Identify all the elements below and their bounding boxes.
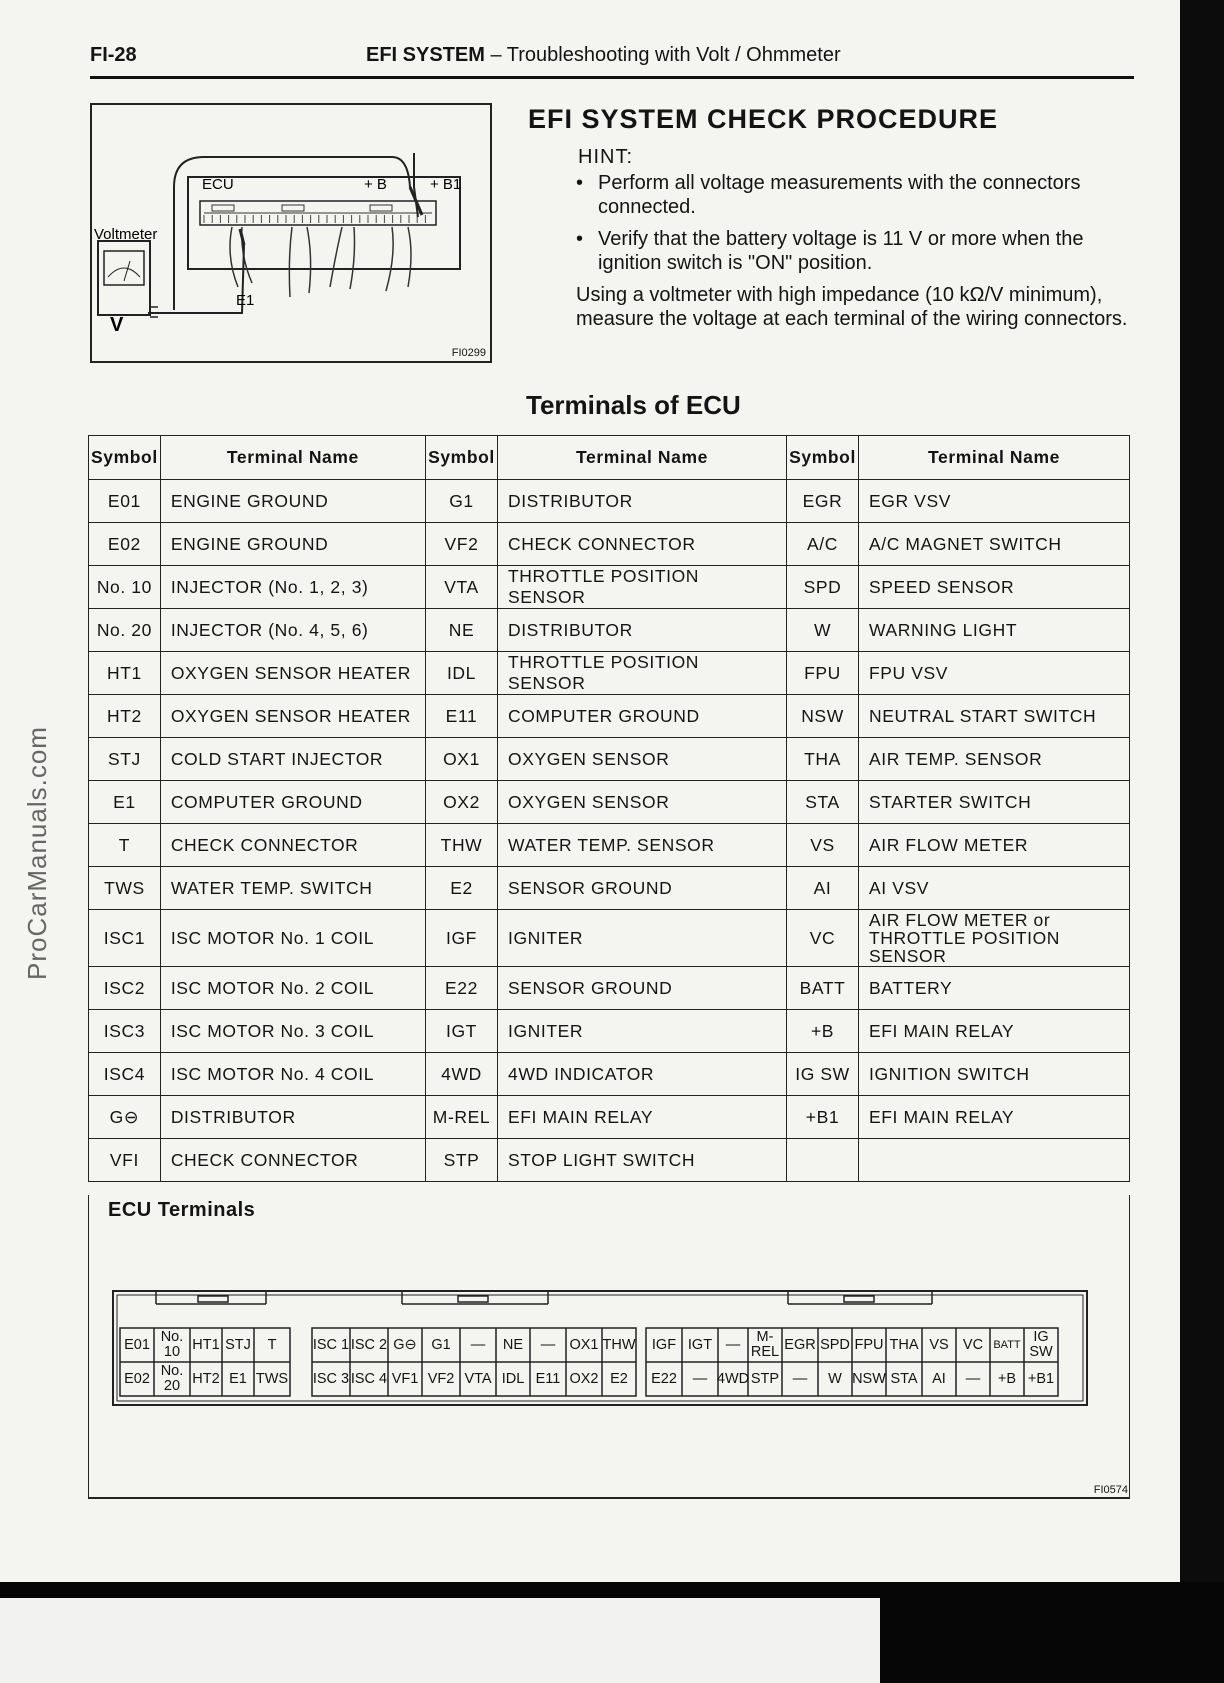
terminal-name-cell: STARTER SWITCH [859, 781, 1130, 824]
connector-pin: E22 [651, 1370, 677, 1387]
symbol-cell: VTA [426, 566, 498, 609]
table-row [89, 695, 1130, 738]
terminal-name-cell: COMPUTER GROUND [497, 695, 786, 738]
hint-bullet: • Verify that the battery voltage is 11 V or more when the ignition switch is "ON" position. [574, 227, 1134, 275]
connector-pin: IGT [687, 1336, 713, 1353]
table-row [89, 480, 1130, 523]
connector-pin: ISC 4 [350, 1370, 388, 1387]
connector-pin: — [470, 1336, 486, 1353]
header-subtitle: – Troubleshooting with Volt / Ohmmeter [490, 44, 841, 66]
terminal-name-cell: INJECTOR (No. 1, 2, 3) [160, 566, 425, 609]
connector-pin: NE [502, 1336, 524, 1353]
terminal-name-cell: OXYGEN SENSOR HEATER [160, 695, 425, 738]
table-row [89, 1139, 1130, 1182]
terminal-name-text: AIR FLOW METER or THROTTLE POSITION SENSOR [869, 910, 1061, 966]
table-row [89, 738, 1130, 781]
terminal-name-cell: THROTTLE POSITION SENSOR [497, 566, 786, 609]
col-header-symbol: Symbol [787, 436, 859, 480]
col-header-terminal-name: Terminal Name [497, 436, 786, 480]
connector-pin: THW [602, 1336, 636, 1353]
terminal-name-cell: CHECK CONNECTOR [160, 824, 425, 867]
connector-pin: — [692, 1370, 708, 1387]
symbol-cell: ISC1 [89, 910, 161, 967]
symbol-cell: G1 [426, 480, 498, 523]
connector-pin: +B1 [1027, 1370, 1055, 1387]
connector-pin: TWS [255, 1370, 289, 1387]
symbol-cell: A/C [787, 523, 859, 566]
connector-pin: STJ [225, 1336, 251, 1353]
symbol-cell: M-REL [426, 1096, 498, 1139]
terminal-name-cell: WATER TEMP. SWITCH [160, 867, 425, 910]
connector-pin: E2 [610, 1370, 628, 1387]
terminal-name-cell: STOP LIGHT SWITCH [497, 1139, 786, 1182]
terminal-name-cell [859, 1139, 1130, 1182]
connector-pin: ISC 2 [350, 1336, 388, 1353]
symbol-cell: ISC4 [89, 1053, 161, 1096]
symbol-cell: T [89, 824, 161, 867]
terminal-name-cell: DISTRIBUTOR [160, 1096, 425, 1139]
connector-pin: HT1 [192, 1336, 220, 1353]
connector-pin: VS [929, 1336, 949, 1353]
table-row [89, 523, 1130, 566]
terminal-name-cell: A/C MAGNET SWITCH [859, 523, 1130, 566]
symbol-cell: IG SW [787, 1053, 859, 1096]
section-title: EFI SYSTEM CHECK PROCEDURE [528, 104, 999, 134]
symbol-cell: STJ [89, 738, 161, 781]
connector-pin: VTA [464, 1370, 492, 1387]
connector-pin: VF1 [391, 1370, 419, 1387]
symbol-cell: VF2 [426, 523, 498, 566]
terminal-name-cell: EGR VSV [859, 480, 1130, 523]
connector-pin: OX2 [569, 1370, 599, 1387]
terminal-name-cell: IGNITER [497, 910, 786, 967]
terminal-name-cell: ENGINE GROUND [160, 480, 425, 523]
symbol-cell [787, 1139, 859, 1182]
connector-pin: E11 [535, 1370, 561, 1387]
connector-pin: IGF [651, 1336, 677, 1353]
voltmeter-figure [90, 103, 492, 363]
table-row [89, 566, 1130, 609]
symbol-cell: BATT [787, 967, 859, 1010]
symbol-cell: +B [787, 1010, 859, 1053]
terminal-name-cell: BATTERY [859, 967, 1130, 1010]
table-row [89, 1010, 1130, 1053]
table-row [89, 824, 1130, 867]
page-number: FI-28 [90, 44, 137, 66]
terminal-name-cell: FPU VSV [859, 652, 1130, 695]
col-header-symbol: Symbol [426, 436, 498, 480]
connector-pin: G⊖ [393, 1336, 417, 1353]
connector-pin: — [965, 1370, 981, 1387]
symbol-cell: THW [426, 824, 498, 867]
connector-pin: VC [962, 1336, 984, 1353]
symbol-cell: ISC3 [89, 1010, 161, 1053]
symbol-cell: STA [787, 781, 859, 824]
symbol-cell: FPU [787, 652, 859, 695]
col-header-symbol: Symbol [89, 436, 161, 480]
connector-pin: G1 [431, 1336, 451, 1353]
connector-pin: IG SW [1029, 1329, 1053, 1360]
terminal-name-cell: SPEED SENSOR [859, 566, 1130, 609]
symbol-cell: VFI [89, 1139, 161, 1182]
terminal-name-cell: NEUTRAL START SWITCH [859, 695, 1130, 738]
header-rule [90, 76, 1134, 79]
terminal-name-cell: EFI MAIN RELAY [859, 1096, 1130, 1139]
ecu-terminals-code: FI0574 [1093, 1484, 1128, 1496]
connector-pin: W [828, 1370, 842, 1387]
connector-pin: E02 [124, 1370, 150, 1387]
symbol-cell: E02 [89, 523, 161, 566]
connector-pin: VF2 [427, 1370, 455, 1387]
terminal-name-cell: AIR FLOW METER [859, 824, 1130, 867]
label-plus-b: + B [364, 176, 387, 193]
ecu-connector-diagram [112, 1290, 1088, 1406]
table-row [89, 1053, 1130, 1096]
symbol-cell: IGT [426, 1010, 498, 1053]
symbol-cell: No. 20 [89, 609, 161, 652]
symbol-cell: W [787, 609, 859, 652]
terminal-name-cell: 4WD INDICATOR [497, 1053, 786, 1096]
label-ecu: ECU [202, 176, 234, 193]
connector-pin: +B [997, 1370, 1017, 1387]
terminal-name-cell: OXYGEN SENSOR HEATER [160, 652, 425, 695]
hint-bullet: • Perform all voltage measurements with the connectors connected. [574, 171, 1134, 219]
connector-pin: E01 [124, 1336, 150, 1353]
label-e1: E1 [236, 292, 255, 309]
symbol-cell: E11 [426, 695, 498, 738]
label-v: V [110, 314, 124, 336]
terminal-name-cell: ISC MOTOR No. 4 COIL [160, 1053, 425, 1096]
terminal-name-cell: IGNITION SWITCH [859, 1053, 1130, 1096]
terminal-name-cell: OXYGEN SENSOR [497, 738, 786, 781]
symbol-cell: VS [787, 824, 859, 867]
connector-pin: No. 10 [160, 1329, 184, 1360]
terminal-name-cell: ENGINE GROUND [160, 523, 425, 566]
symbol-cell: E1 [89, 781, 161, 824]
terminal-name-cell: INJECTOR (No. 4, 5, 6) [160, 609, 425, 652]
terminal-name-cell: EFI MAIN RELAY [497, 1096, 786, 1139]
symbol-cell: 4WD [426, 1053, 498, 1096]
terminals-table [88, 435, 1130, 1182]
terminal-name-cell: WATER TEMP. SENSOR [497, 824, 786, 867]
symbol-cell: G⊖ [89, 1096, 161, 1139]
procedure-paragraph: Using a voltmeter with high impedance (10 kΩ/V minimum), measure the voltage at each terminal of the wiring connectors. [576, 284, 1128, 330]
symbol-cell: TWS [89, 867, 161, 910]
terminal-name-cell: CHECK CONNECTOR [497, 523, 786, 566]
symbol-cell: HT2 [89, 695, 161, 738]
connector-pin: No. 20 [160, 1363, 184, 1394]
connector-pin: T [267, 1336, 277, 1353]
connector-pin: E1 [229, 1370, 247, 1387]
terminal-name-cell: ISC MOTOR No. 2 COIL [160, 967, 425, 1010]
page-header [366, 44, 841, 67]
connector-pin: EGR [784, 1336, 816, 1353]
watermark: ProCarManuals.com [22, 726, 52, 980]
symbol-cell: NSW [787, 695, 859, 738]
ecu-terminals-title: ECU Terminals [108, 1199, 256, 1221]
terminal-name-cell: ISC MOTOR No. 3 COIL [160, 1010, 425, 1053]
connector-pin: NSW [852, 1370, 886, 1387]
symbol-cell: E01 [89, 480, 161, 523]
connector-pin: STA [890, 1370, 918, 1387]
table-row [89, 609, 1130, 652]
terminal-name-cell: CHECK CONNECTOR [160, 1139, 425, 1182]
terminal-name-cell: DISTRIBUTOR [497, 609, 786, 652]
connector-pin: OX1 [569, 1336, 599, 1353]
terminal-name-cell: COLD START INJECTOR [160, 738, 425, 781]
symbol-cell: EGR [787, 480, 859, 523]
symbol-cell: VC [787, 910, 859, 967]
connector-pin: ISC 3 [312, 1370, 350, 1387]
connector-pin: — [725, 1336, 741, 1353]
terminal-name-cell: COMPUTER GROUND [160, 781, 425, 824]
connector-pin: AI [932, 1370, 946, 1387]
voltmeter-body [98, 241, 150, 315]
symbol-cell: SPD [787, 566, 859, 609]
terminal-name-cell: SENSOR GROUND [497, 967, 786, 1010]
figure-code: FI0299 [451, 347, 486, 359]
table-row [89, 967, 1130, 1010]
terminal-name-cell: SENSOR GROUND [497, 867, 786, 910]
terminal-name-cell: AIR TEMP. SENSOR [859, 738, 1130, 781]
connector-pin: BATT [993, 1338, 1021, 1351]
header-system: EFI SYSTEM [366, 44, 485, 66]
symbol-cell: IDL [426, 652, 498, 695]
terminal-name-cell [859, 910, 1130, 967]
scan-edge-right [1180, 0, 1224, 1600]
symbol-cell: OX1 [426, 738, 498, 781]
col-header-terminal-name: Terminal Name [859, 436, 1130, 480]
table-title: Terminals of ECU [526, 390, 741, 420]
terminal-name-cell: EFI MAIN RELAY [859, 1010, 1130, 1053]
connector-pin: FPU [854, 1336, 884, 1353]
label-voltmeter: Voltmeter [94, 226, 158, 243]
symbol-cell: +B1 [787, 1096, 859, 1139]
col-header-terminal-name: Terminal Name [160, 436, 425, 480]
symbol-cell: E2 [426, 867, 498, 910]
symbol-cell: AI [787, 867, 859, 910]
connector-pin: IDL [501, 1370, 525, 1387]
connector-pin: — [792, 1370, 808, 1387]
hint-label: HINT: [578, 146, 633, 168]
table-row [89, 910, 1130, 967]
connector-pin: 4WD [716, 1370, 750, 1387]
terminal-name-cell: DISTRIBUTOR [497, 480, 786, 523]
terminal-name-cell: WARNING LIGHT [859, 609, 1130, 652]
symbol-cell: IGF [426, 910, 498, 967]
connector-pin: ISC 1 [312, 1336, 350, 1353]
symbol-cell: STP [426, 1139, 498, 1182]
symbol-cell: OX2 [426, 781, 498, 824]
connector-pin: M-REL [750, 1329, 780, 1360]
symbol-cell: NE [426, 609, 498, 652]
hint-list [574, 171, 1134, 283]
terminal-name-cell: AI VSV [859, 867, 1130, 910]
table-header-row [89, 436, 1130, 480]
connector-pin: — [540, 1336, 556, 1353]
symbol-cell: ISC2 [89, 967, 161, 1010]
connector-pin: SPD [820, 1336, 850, 1353]
scan-paper-bottom [0, 1598, 880, 1683]
terminal-name-cell: ISC MOTOR No. 1 COIL [160, 910, 425, 967]
table-row [89, 867, 1130, 910]
symbol-cell: E22 [426, 967, 498, 1010]
symbol-cell: No. 10 [89, 566, 161, 609]
connector-pin: STP [750, 1370, 780, 1387]
connector-pin: THA [889, 1336, 919, 1353]
symbol-cell: HT1 [89, 652, 161, 695]
terminal-name-cell: THROTTLE POSITION SENSOR [497, 652, 786, 695]
table-row [89, 652, 1130, 695]
table-row [89, 781, 1130, 824]
voltmeter-ecu-illustration [92, 105, 490, 361]
terminal-name-cell: OXYGEN SENSOR [497, 781, 786, 824]
symbol-cell: THA [787, 738, 859, 781]
terminal-name-cell: IGNITER [497, 1010, 786, 1053]
table-row [89, 1096, 1130, 1139]
connector-pin: HT2 [192, 1370, 220, 1387]
label-plus-b1: + B1 [430, 176, 462, 193]
